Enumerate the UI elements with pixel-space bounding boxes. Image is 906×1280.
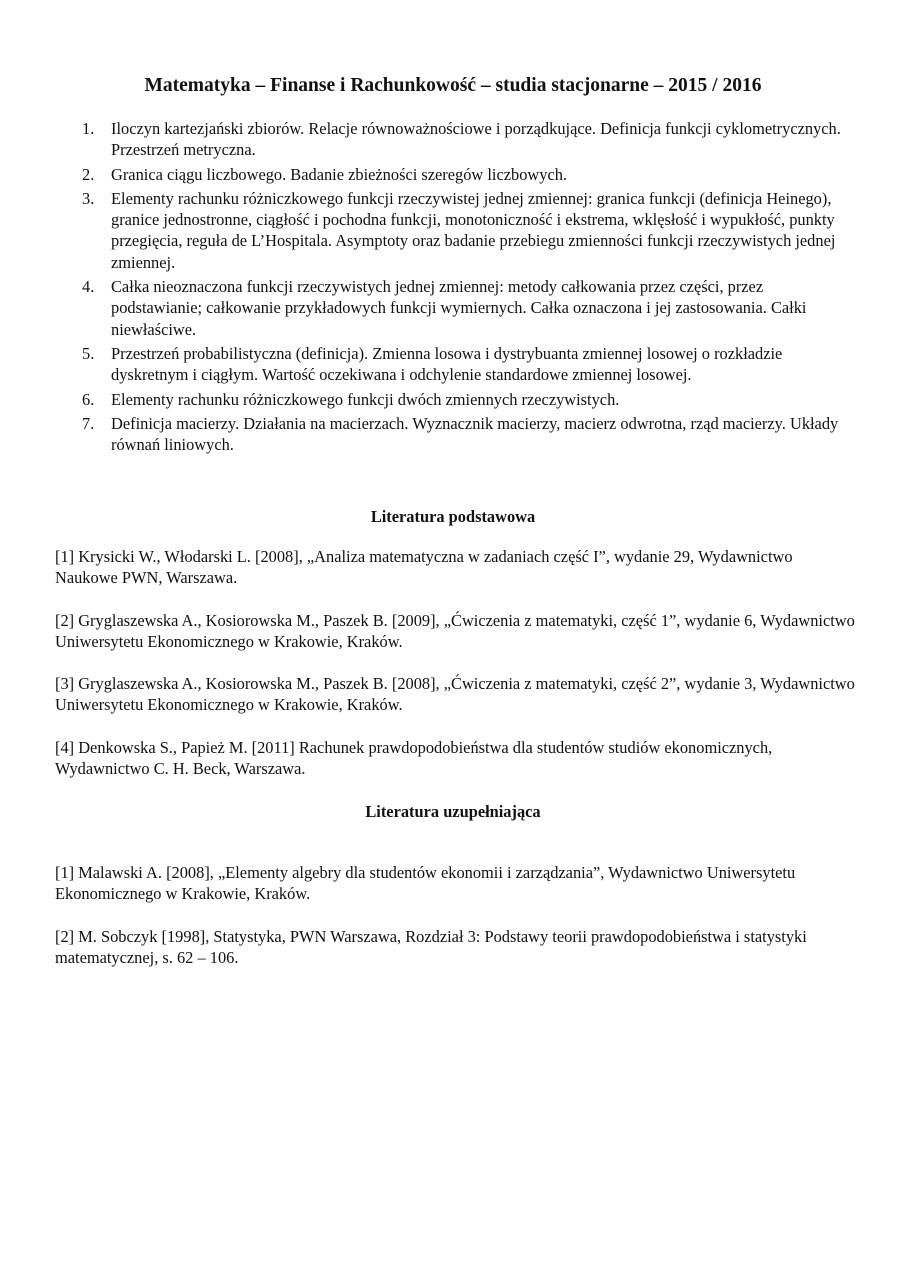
reference-item: [3] Gryglaszewska A., Kosiorowska M., Paszek B. [2008], „Ćwiczenia z matematyki, część 2”, wydanie 3, Wydawnictwo Uniwersytetu Ekonomicznego w Krakowie, Kraków.	[55, 674, 855, 715]
page-title: Matematyka – Finanse i Rachunkowość – studia stacjonarne – 2015 / 2016	[144, 75, 762, 96]
list-item-text: Elementy rachunku różniczkowego funkcji rzeczywistej jednej zmiennej: granica funkcji (definicja Heinego), granice jednostronne, ciągłość i pochodna funkcji, monotoniczność i ekstrema, wklęsłość i wypukłość, punkty przegięcia, reguła de L’Hospitala. Asymptoty oraz badanie przebiegu zmienności funkcji rzeczywistych jednej zmiennej.	[111, 188, 836, 272]
list-item-number: 5.	[82, 343, 95, 363]
list-item-number: 7.	[82, 413, 95, 433]
topics-list	[54, 118, 854, 458]
reference-item: [2] M. Sobczyk [1998], Statystyka, PWN Warszawa, Rozdział 3: Podstawy teorii prawdopodobieństwa i statystyki matematycznej, s. 62 – 106.	[55, 926, 807, 967]
list-item-number: 1.	[82, 119, 95, 138]
reference-item: [2] Gryglaszewska A., Kosiorowska M., Paszek B. [2009], „Ćwiczenia z matematyki, część 1”, wydanie 6, Wydawnictwo Uniwersytetu Ekonomicznego w Krakowie, Kraków.	[55, 610, 855, 651]
list-item-text: Definicja macierzy. Działania na macierzach. Wyznacznik macierzy, macierz odwrotna, rząd macierzy. Układy równań liniowych.	[111, 413, 839, 455]
supplementary-literature-list	[55, 862, 855, 989]
list-item-text: Całka nieoznaczona funkcji rzeczywistych jednej zmiennej: metody całkowania przez części, przez podstawianie; całkowanie przykładowych funkcji wymiernych. Całka oznaczona i jej zastosowania. Całki niewłaściwe.	[111, 277, 807, 339]
list-item	[54, 343, 854, 386]
list-item-text: Przestrzeń probabilistyczna (definicja). Zmienna losowa i dystrybuanta zmiennej losowej o rozkładzie dyskretnym i ciągłym. Wartość oczekiwana i odchylenie standardowe zmiennej losowej.	[111, 343, 783, 385]
list-item	[54, 188, 854, 273]
list-item	[54, 389, 854, 410]
list-item	[54, 276, 854, 340]
list-item-number: 6.	[82, 389, 95, 409]
list-item	[54, 164, 854, 185]
list-item-number: 2.	[82, 164, 95, 184]
list-item-text: Granica ciągu liczbowego. Badanie zbieżności szeregów liczbowych.	[111, 164, 568, 184]
list-item	[54, 118, 854, 161]
reference-item: [4] Denkowska S., Papież M. [2011] Rachunek prawdopodobieństwa dla studentów studiów ekonomicznych, Wydawnictwo C. H. Beck, Warszawa.	[55, 737, 773, 779]
supplementary-literature-heading: Literatura uzupełniająca	[365, 802, 541, 821]
list-item	[54, 413, 854, 456]
list-item-number: 3.	[82, 188, 95, 208]
list-item-number: 4.	[82, 277, 95, 297]
list-item-text: Elementy rachunku różniczkowego funkcji dwóch zmiennych rzeczywistych.	[111, 389, 620, 409]
reference-item: [1] Malawski A. [2008], „Elementy algebry dla studentów ekonomii i zarządzania”, Wydawnictwo Uniwersytetu Ekonomicznego w Krakowie, Kraków.	[55, 863, 796, 904]
reference-item: [1] Krysicki W., Włodarski L. [2008], „Analiza matematyczna w zadaniach część I”, wydanie 29, Wydawnictwo Naukowe PWN, Warszawa.	[55, 547, 793, 588]
list-item-text: Iloczyn kartezjański zbiorów. Relacje równoważnościowe i porządkujące. Definicja funkcji cyklometrycznych. Przestrzeń metryczna.	[111, 119, 841, 160]
basic-literature-heading: Literatura podstawowa	[370, 507, 536, 526]
basic-literature-list	[55, 546, 855, 800]
